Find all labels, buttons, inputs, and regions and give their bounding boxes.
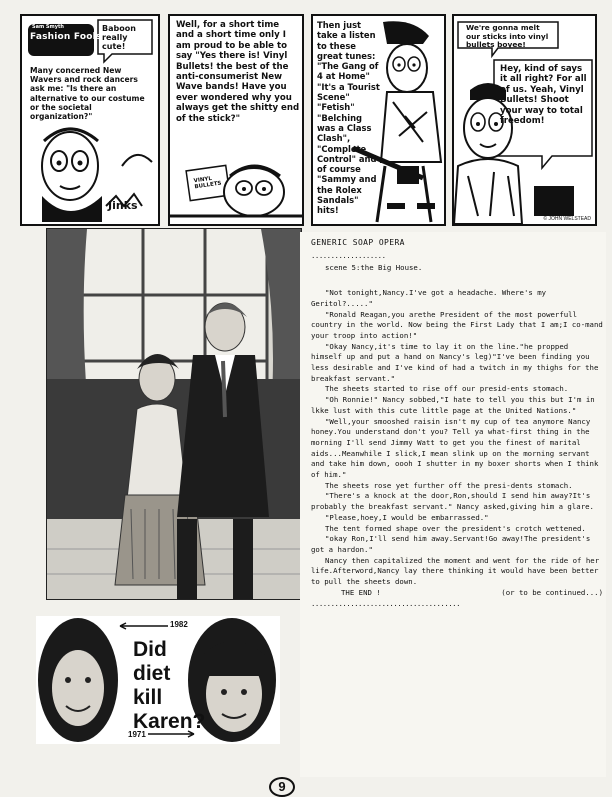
comic-panel-2: [168, 14, 304, 226]
story-paragraph: "Ronald Reagan,you arethe President of the most powerfull country in the world. Now being the First Lady that I am;I co-mand your troop into action!": [311, 309, 603, 340]
ad-headline: [133, 638, 205, 734]
page-number: 9: [269, 777, 295, 797]
artist-signature: Jinks: [108, 199, 138, 212]
the-end-text: THE END !: [341, 587, 381, 597]
scene-heading: scene 5:the Big House.: [325, 263, 423, 273]
panel3-caption: Then just take a listen to these great tunes: "The Gang of 4 at Home" "It's a Tourist Scene" "Fetish" "Belching was a Class Clash", "Complete Control" and of course "Sammy and the Rolex Sandals" hits!: [317, 20, 380, 216]
ad-headline-line: kill: [133, 686, 163, 709]
story-paragraph: The sheets rose yet further off the presi-dents stomach.: [325, 480, 573, 490]
comic-panel-4: [452, 14, 597, 226]
story-paragraph: "There's a knock at the door,Ron,should I send him away?It's probably the breakfast servant." Nancy asked,giving him a glare.: [311, 491, 594, 512]
year-1982: 1982: [170, 620, 188, 629]
comic-panel-3: [311, 14, 446, 226]
bottom-dots: ......................................: [311, 598, 461, 608]
title-dots: ...................: [311, 250, 386, 260]
story-paragraph: "Well,your smooshed raisin isn't my cup of tea anymore Nancy honey.You understand don't you? Tell ya what-first thing in the morning I'll send Jimmy Watt to get you the finest of marital aids...Meanwhile I slick,I mean slink up on the morning servant and take him down, oooh I shutter in my boxer shorts when I think of him.": [311, 416, 599, 480]
comic-panel-1: [20, 14, 160, 226]
year-1971: 1971: [128, 730, 146, 739]
masthead-title: Fashion Fools: [30, 32, 102, 42]
panel4-main-balloon: Hey, kind of says it all right? For all of us. Yeah, Vinyl Bullets! Shoot your way to total freedom!: [500, 64, 587, 127]
record-label: VINYL BULLETS: [193, 175, 222, 191]
story-paragraph: "Okay Nancy,it's time to lay it on the line."he propped himself up and put a hand on Nancy's leg)"I've been finding you less desirable and I've kind of had a twitch in my thighs for the breakfast servant.": [311, 341, 599, 383]
soap-opera-story: [311, 238, 603, 611]
story-paragraph: "Not tonight,Nancy.I've got a headache. Where's my Geritol?.....": [311, 288, 547, 308]
story-title: GENERIC SOAP OPERA: [311, 238, 405, 247]
story-paragraph: "okay Ron,I'll send him away.Servant!Go away!The president's got a hardon.": [311, 534, 591, 554]
karen-diet-ad: [36, 616, 280, 744]
ad-headline-line: Did: [133, 638, 167, 661]
story-paragraph: The sheets started to rise off our presid-ents stomach.: [325, 384, 569, 394]
ad-headline-line: Karen?: [133, 710, 206, 733]
comic-copyright: © JOHN WELSTEAD: [543, 216, 591, 222]
story-ending: [311, 588, 603, 599]
panel4-top-balloon: We're gonna melt our sticks into vinyl bullets boyee!: [466, 23, 549, 50]
story-paragraph: Nancy then capitalized the moment and went for the ride of her life.Afterword,Nancy lay there thinking it would have been better to pull the sheets down.: [311, 555, 600, 587]
story-paragraph: The tent formed shape over the president's crotch wettened.: [325, 523, 586, 533]
story-paragraph: "Oh Ronnie!" Nancy sobbed,"I hate to tell you this but I'm in lkke lust with this cute little page at the United Nations.": [311, 395, 595, 415]
reagan-couple-photo: [46, 228, 302, 600]
panel1-caption: Many concerned New Wavers and rock dancers ask me: "Is there an alternative to our costume or the societal organization?": [30, 66, 145, 122]
masthead-byline: Sam Smyth: [32, 24, 64, 30]
baboon-balloon: Baboon really cute!: [102, 24, 136, 51]
story-paragraph: "Please,hoey,I would be embarrassed.": [325, 512, 489, 522]
continued-text: (or to be continued...): [501, 587, 603, 597]
ad-headline-line: diet: [133, 662, 171, 685]
photo-illustration: [47, 229, 301, 599]
panel2-caption: Well, for a short time and a short time only I am proud to be able to say "Yes there is! Vinyl Bullets! the best of the anti-consumerist New Wave bands! Have you ever wondered why you always get the shitty end of the stick?": [176, 20, 300, 124]
